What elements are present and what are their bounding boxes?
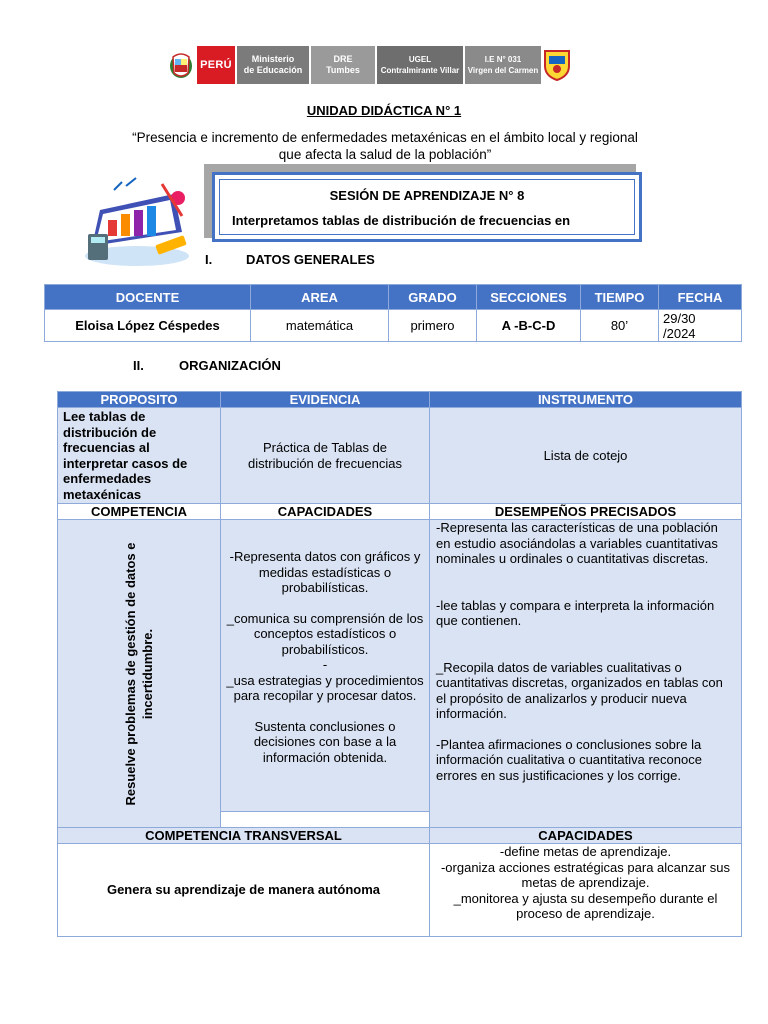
header-secciones: SECCIONES — [477, 285, 581, 310]
grado-value: primero — [389, 310, 477, 342]
peru-coat-of-arms-icon — [165, 46, 197, 84]
capacidad-dash: - — [322, 657, 328, 672]
table-row — [58, 408, 742, 504]
header-evidencia: EVIDENCIA — [221, 392, 430, 408]
table-row — [58, 520, 742, 812]
section-2-number: II. — [133, 358, 144, 373]
transversal-capacidad-1: -define metas de aprendizaje. — [499, 844, 672, 859]
peru-label: PERÚ — [197, 46, 235, 84]
header-capacidades: CAPACIDADES — [221, 504, 430, 520]
header-area: AREA — [251, 285, 389, 310]
secciones-value: A -B-C-D — [477, 310, 581, 342]
header-grado: GRADO — [389, 285, 477, 310]
desempeno-4: -Plantea afirmaciones o conclusiones sobre la información cualitativa o cuantitativa reconoce errores en sus justificaciones y los corrige. — [436, 736, 702, 783]
session-title: SESIÓN DE APRENDIZAJE N° 8 — [329, 188, 525, 203]
ministry-line-1: Ministerio — [251, 54, 295, 64]
school-line-2: Virgen del Carmen — [467, 66, 539, 75]
desempenos-cell — [430, 520, 742, 828]
section-1-number: I. — [205, 252, 213, 267]
unit-theme-line-2: que afecta la salud de la población” — [278, 147, 492, 162]
section-2-heading — [133, 358, 433, 376]
table-header-row — [45, 285, 742, 310]
proposito-value: Lee tablas de distribución de frecuencias al interpretar casos de enfermedades metaxénicas — [58, 408, 221, 504]
section-2-title: ORGANIZACIÓN — [179, 358, 281, 373]
math-statistics-illustration — [78, 176, 196, 270]
school-label — [463, 46, 541, 84]
header-docente: DOCENTE — [45, 285, 251, 310]
header-competencia: COMPETENCIA — [58, 504, 221, 520]
dre-line-2: Tumbes — [326, 65, 360, 75]
institution-banner — [165, 46, 601, 84]
docente-value: Eloisa López Céspedes — [45, 310, 251, 342]
capacidad-3: _usa estrategias y procedimientos para recopilar y procesar datos. — [226, 672, 424, 703]
capacidad-1: -Representa datos con gráficos y medidas estadísticas o probabilísticas. — [229, 549, 421, 595]
session-subtitle: Interpretamos tablas de distribución de frecuencias en — [232, 213, 571, 228]
capacidades-cell — [221, 520, 430, 812]
transversal-capacidades-cell — [430, 844, 742, 937]
session-box-inner — [219, 179, 635, 235]
header-competencia-transversal: COMPETENCIA TRANSVERSAL — [58, 828, 430, 844]
header-fecha: FECHA — [659, 285, 742, 310]
school-line-1: I.E N° 031 — [484, 55, 522, 64]
organization-table — [57, 391, 742, 937]
dre-line-1: DRE — [333, 54, 353, 64]
transversal-capacidad-2: -organiza acciones estratégicas para alcanzar sus metas de aprendizaje. — [440, 859, 731, 890]
ugel-label — [375, 46, 463, 84]
area-value: matemática — [251, 310, 389, 342]
competencia-cell — [58, 520, 221, 828]
fecha-line-1: 29/30 — [663, 310, 696, 326]
header-tiempo: TIEMPO — [581, 285, 659, 310]
desempeno-3: _Recopila datos de variables cualitativas o cuantitativas discretas, organizados en tablas con el propósito de analizarlos y producir nueva información. — [436, 659, 723, 721]
fecha-line-2: /2024 — [663, 325, 696, 341]
header-proposito: PROPOSITO — [58, 392, 221, 408]
desempeno-2: -lee tablas y compara e interpreta la información que contienen. — [436, 597, 715, 628]
section-1-title: DATOS GENERALES — [246, 252, 375, 267]
evidencia-value: Práctica de Tablas de distribución de frecuencias — [221, 408, 430, 504]
table-row — [58, 844, 742, 937]
ugel-line-1: UGEL — [408, 55, 432, 64]
school-shield-icon — [541, 46, 573, 84]
fecha-value — [659, 310, 742, 342]
tiempo-value: 80’ — [581, 310, 659, 342]
unit-theme-line-1: “Presencia e incremento de enfermedades metaxénicas en el ámbito local y regional — [132, 130, 638, 145]
ugel-line-2: Contralmirante Villar — [380, 66, 460, 75]
unit-title: UNIDAD DIDÁCTICA N° 1 — [306, 103, 462, 118]
transversal-value: Genera su aprendizaje de manera autónoma — [58, 844, 430, 937]
empty-cell — [221, 812, 430, 828]
session-box — [212, 172, 642, 242]
dre-label — [309, 46, 375, 84]
capacidad-4: Sustenta conclusiones o decisiones con base a la información obtenida. — [253, 718, 397, 765]
capacidad-2: _comunica su comprensión de los conceptos estadísticos o probabilísticos. — [226, 610, 424, 657]
desempeno-1: -Representa las características de una población en estudio asociándolas a variables cuantitativas nominales u ordinales o cuantitativas discretas. — [436, 520, 718, 566]
unit-theme — [110, 129, 660, 163]
ministry-line-2: de Educación — [243, 65, 303, 75]
ministry-label — [235, 46, 309, 84]
section-1-heading — [205, 252, 505, 270]
transversal-capacidad-3: _monitorea y ajusta su desempeño durante el proceso de aprendizaje. — [453, 890, 718, 921]
header-desempenos: DESEMPEÑOS PRECISADOS — [430, 504, 742, 520]
general-data-table — [44, 284, 742, 342]
table-header-row — [58, 392, 742, 408]
competencia-value: Resuelve problemas de gestión de datos e incertidumbre. — [123, 542, 155, 805]
transversal-header-row — [58, 828, 742, 844]
header-transversal-capacidades: CAPACIDADES — [430, 828, 742, 844]
subheader-row — [58, 504, 742, 520]
table-row — [45, 310, 742, 342]
instrumento-value: Lista de cotejo — [430, 408, 742, 504]
header-instrumento: INSTRUMENTO — [430, 392, 742, 408]
